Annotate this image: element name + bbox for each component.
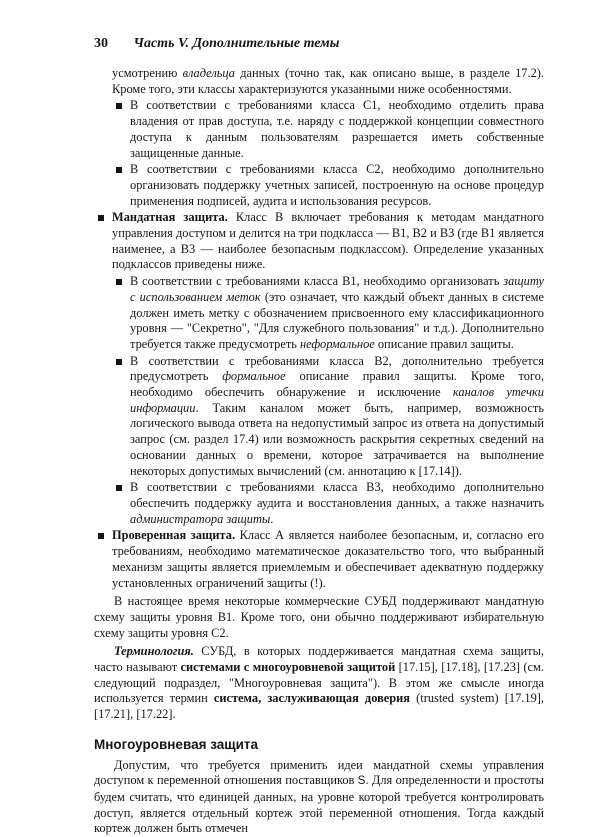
list-item-verified: Проверенная защита. Класс А является наиболее безопасным, и, согласно его требованиям, необходимо математическое доказательство того, что выбранный механизм защиты является приемлемым и обеспечивает адекватную поддержку установленных ограничений защиты (!). [94, 528, 544, 591]
page-body [94, 66, 544, 837]
bullet-square-icon [116, 103, 122, 109]
section-heading: Многоуровневая защита [94, 736, 259, 752]
list-item-b3: В соответствии с требованиями класса В3, необходимо дополнительно обеспечить поддержку аудита и восстановления данных, а также назначить администратора защиты. [94, 480, 544, 527]
bullet-square-icon [116, 485, 122, 491]
paragraph-terminology: Терминология. СУБД, в которых поддерживается мандатная схема защиты, часто называют системами с многоуровневой защитой [17.15], [17.18], [17.23] (см. следующий подраздел, "Многоуровневая защита"). В этом же смысле иногда используется термин система, заслуживающая доверия (trusted system) [17.19], [17.21], [17.22]. [94, 644, 544, 722]
paragraph-commercial-dbms: В настоящее время некоторые коммерческие СУБД поддерживают мандатную схему защиты уровня В1. Кроме того, они обычно поддерживают избирательную схему защиты уровня С2. [94, 594, 544, 640]
list-item-c2: В соответствии с требованиями класса С2, необходимо дополнительно организовать поддержку учетных записей, построенную на основе процедур применения подписей, аудита и использования ресурсов. [94, 162, 544, 209]
paragraph-multilevel: Допустим, что требуется применить идеи мандатной схемы управления доступом к переменной отношения поставщиков S. Для определенности и простоты будем считать, что единицей данных, на уровне которой требуется контролировать доступ, является отдельный кортеж этой переменной отношения. Тогда каждый кортеж должен быть отмечен [94, 757, 544, 836]
list-item-mandatory: Мандатная защита. Класс В включает требования к методам мандатного управления доступом и делится на три подкласса — В1, В2 и В3 (где В1 является наименее, а В3 — наиболее безопасным подклассом). Определение указанных подклассов приведены ниже. [94, 210, 544, 273]
paragraph-continuation: усмотрению владельца данных (точно так, как описано выше, в разделе 17.2). Кроме того, эти классы характеризуются указанными ниже особенностями. [112, 66, 544, 96]
bullet-square-icon [98, 533, 104, 539]
page-number: 30 [94, 36, 108, 51]
list-item-b1: В соответствии с требованиями класса В1, необходимо организовать защиту с использованием меток (это означает, что каждый объект данных в системе должен иметь метку с обозначением присвоенного ему классификационного уровня — "Секретно", "Для служебного пользования" и т.д.). Дополнительно требуется также предусмотреть неформальное описание правил защиты. [94, 274, 544, 353]
bullet-square-icon [116, 359, 122, 365]
running-header [94, 36, 554, 52]
list-item-c1: В соответствии с требованиями класса С1, необходимо отделить права владения от прав доступа, т.е. наряду с поддержкой концепции совместного доступа к данным пользователям разрешается иметь собственные защищенные данные. [94, 98, 544, 161]
bullet-square-icon [116, 279, 122, 285]
list-item-b2: В соответствии с требованиями класса В2, дополнительно требуется предусмотреть формальное описание правил защиты. Кроме того, необходимо обеспечить обнаружение и исключение каналов утечки информации. Таким каналом может быть, например, возможность логического вывода ответа на недопустимый запрос из ответа на допустимый запрос (см. раздел 17.4) или возможность раскрытия секретных сведений на основании данных о времени, которое затрачивается на выполнение некоторых допустимых вычислений (см. аннотацию к [17.14]). [94, 354, 544, 480]
chapter-title: Часть V. Дополнительные темы [133, 36, 340, 51]
bullet-square-icon [98, 215, 104, 221]
bullet-square-icon [116, 167, 122, 173]
